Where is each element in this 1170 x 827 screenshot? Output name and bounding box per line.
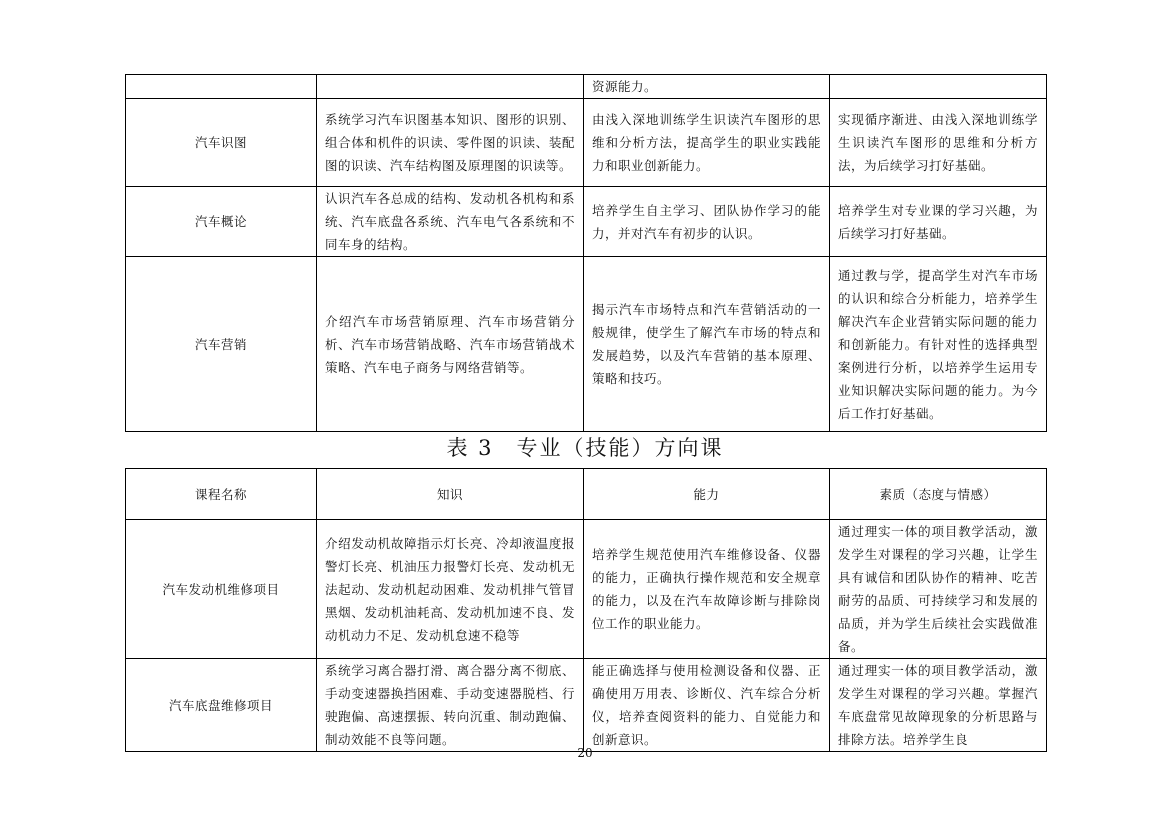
header-knowledge: 知识 [317, 469, 584, 520]
quality-cell: 实现循序渐进、由浅入深地训练学生识读汽车图形的思维和分析方法，为后续学习打好基础。 [830, 99, 1047, 187]
course-name: 汽车识图 [126, 99, 317, 187]
header-course-name: 课程名称 [126, 469, 317, 520]
course-name: 汽车发动机维修项目 [126, 520, 317, 659]
ability-cell: 培养学生自主学习、团队协作学习的能力，并对汽车有初步的认识。 [584, 187, 830, 257]
table-row [126, 520, 1047, 659]
table-row [126, 99, 1047, 187]
ability-cell: 培养学生规范使用汽车维修设备、仪器的能力，正确执行操作规范和安全规章的能力，以及在汽车故障诊断与排除岗位工作的职业能力。 [584, 520, 830, 659]
table-row [126, 75, 1047, 99]
knowledge-cell: 系统学习离合器打滑、离合器分离不彻底、手动变速器换挡困难、手动变速器脱档、行驶跑偏、高速摆振、转向沉重、制动跑偏、制动效能不良等问题。 [317, 659, 584, 752]
quality-cell [830, 75, 1047, 99]
table-header-row [126, 469, 1047, 520]
course-name: 汽车概论 [126, 187, 317, 257]
knowledge-cell: 认识汽车各总成的结构、发动机各机构和系统、汽车底盘各系统、汽车电气各系统和不同车身的结构。 [317, 187, 584, 257]
ability-cell: 资源能力。 [584, 75, 830, 99]
table-row [126, 187, 1047, 257]
quality-cell: 培养学生对专业课的学习兴趣，为后续学习打好基础。 [830, 187, 1047, 257]
knowledge-cell: 系统学习汽车识图基本知识、图形的识别、组合体和机件的识读、零件图的识读、装配图的识读、汽车结构图及原理图的识读等。 [317, 99, 584, 187]
header-quality: 素质（态度与情感） [830, 469, 1047, 520]
course-name: 汽车底盘维修项目 [126, 659, 317, 752]
knowledge-cell: 介绍汽车市场营销原理、汽车市场营销分析、汽车市场营销战略、汽车市场营销战术策略、汽车电子商务与网络营销等。 [317, 257, 584, 432]
course-name [126, 75, 317, 99]
course-table-1 [125, 74, 1047, 432]
table-row [126, 257, 1047, 432]
quality-cell: 通过理实一体的项目教学活动，激发学生对课程的学习兴趣，让学生具有诚信和团队协作的精神、吃苦耐劳的品质、可持续学习和发展的品质，并为学生后续社会实践做准备。 [830, 520, 1047, 659]
quality-cell: 通过理实一体的项目教学活动，激发学生对课程的学习兴趣。掌握汽车底盘常见故障现象的分析思路与排除方法。培养学生良 [830, 659, 1047, 752]
ability-cell: 能正确选择与使用检测设备和仪器、正确使用万用表、诊断仪、汽车综合分析仪，培养查阅资料的能力、自觉能力和创新意识。 [584, 659, 830, 752]
table-row [126, 659, 1047, 752]
ability-cell: 由浅入深地训练学生识读汽车图形的思维和分析方法，提高学生的职业实践能力和职业创新能力。 [584, 99, 830, 187]
page-number: 20 [577, 746, 593, 760]
course-name: 汽车营销 [126, 257, 317, 432]
knowledge-cell: 介绍发动机故障指示灯长亮、冷却液温度报警灯长亮、机油压力报警灯长亮、发动机无法起动、发动机起动困难、发动机排气管冒黑烟、发动机油耗高、发动机加速不良、发动机动力不足、发动机怠速不稳等 [317, 520, 584, 659]
course-table-2 [125, 468, 1047, 752]
quality-cell: 通过教与学，提高学生对汽车市场的认识和综合分析能力，培养学生解决汽车企业营销实际问题的能力和创新能力。有针对性的选择典型案例进行分析，以培养学生运用专业知识解决实际问题的能力。为今后工作打好基础。 [830, 257, 1047, 432]
table-caption: 表 3 专业（技能）方向课 [446, 436, 724, 460]
knowledge-cell [317, 75, 584, 99]
header-ability: 能力 [584, 469, 830, 520]
ability-cell: 揭示汽车市场特点和汽车营销活动的一般规律，使学生了解汽车市场的特点和发展趋势，以及汽车营销的基本原理、策略和技巧。 [584, 257, 830, 432]
